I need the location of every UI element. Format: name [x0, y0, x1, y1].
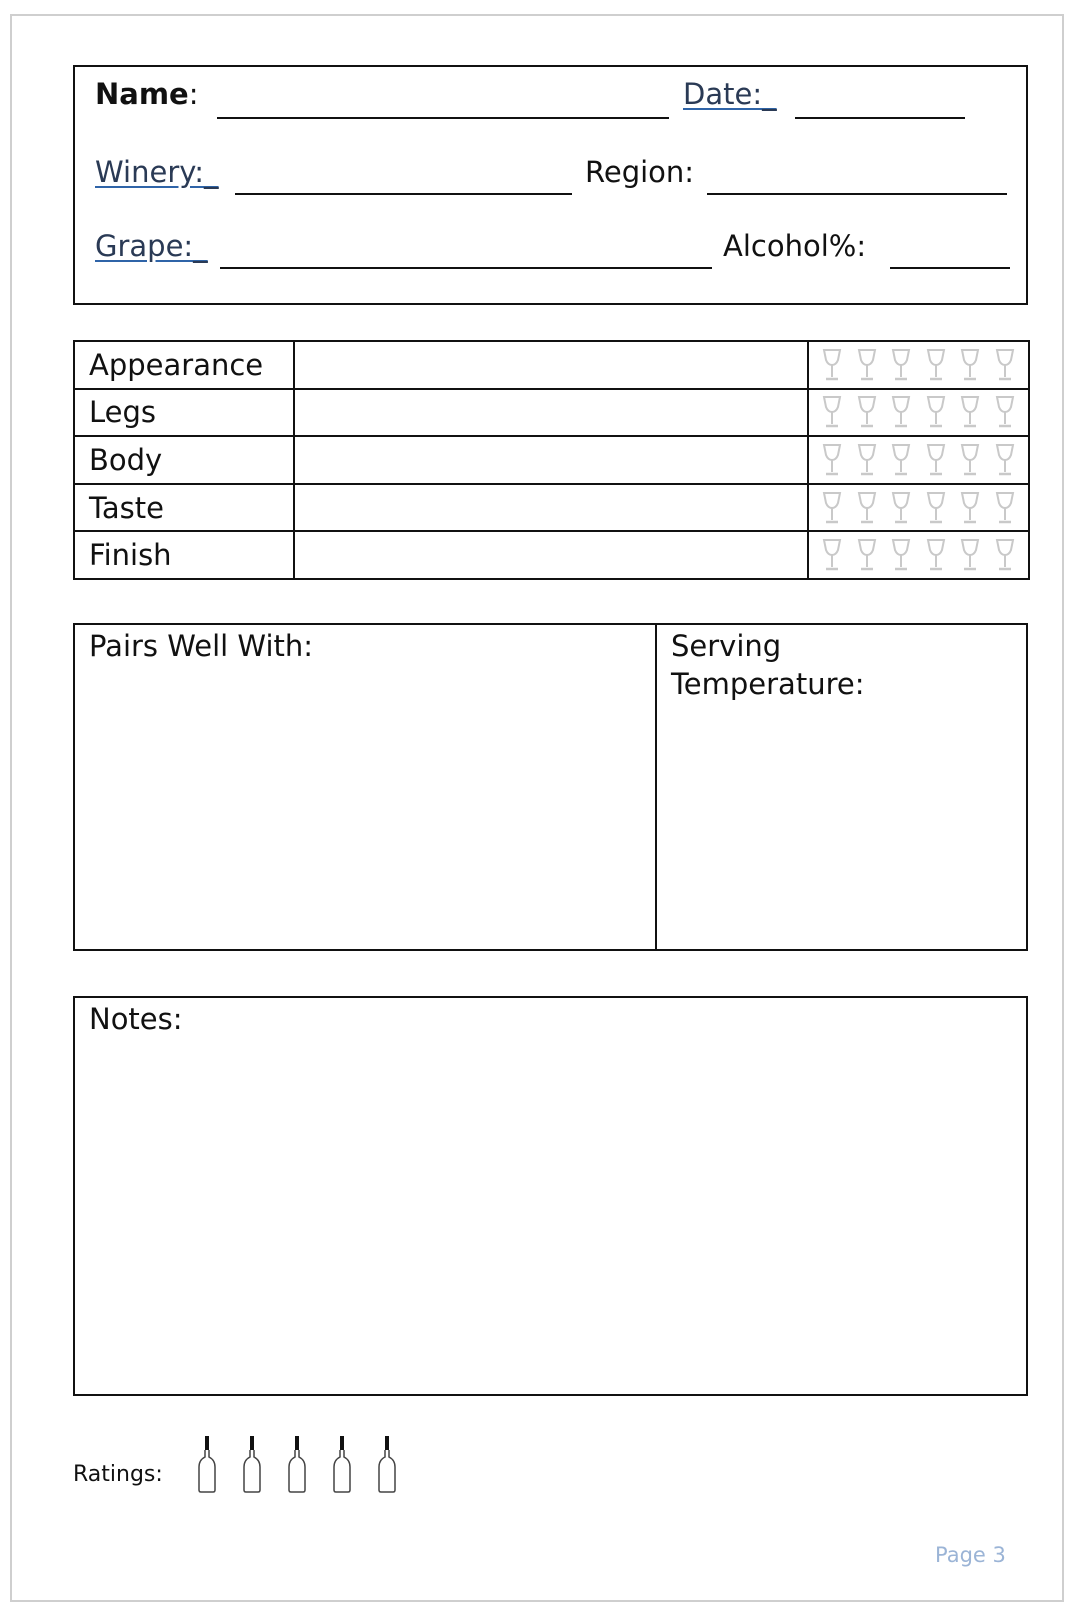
attribute-row	[74, 531, 1029, 579]
wine-glass-icon[interactable]	[856, 538, 878, 572]
attribute-row	[74, 341, 1029, 389]
wine-glass-icon[interactable]	[925, 443, 947, 477]
attribute-label: Appearance	[74, 341, 294, 389]
grape-label: Grape:_	[95, 229, 208, 263]
notes-box[interactable]	[73, 996, 1028, 1396]
region-field[interactable]	[707, 193, 1007, 195]
wine-info-box	[73, 65, 1028, 305]
wine-glass-icon[interactable]	[856, 491, 878, 525]
wine-glass-icon[interactable]	[994, 491, 1016, 525]
attribute-glass-rating	[808, 436, 1029, 484]
wine-glass-icon[interactable]	[821, 443, 843, 477]
wine-glass-icon[interactable]	[994, 538, 1016, 572]
attribute-label: Body	[74, 436, 294, 484]
wine-glass-icon[interactable]	[959, 443, 981, 477]
wine-bottle-icon[interactable]	[286, 1435, 308, 1493]
wine-bottle-icon[interactable]	[196, 1435, 218, 1493]
alcohol-field[interactable]	[890, 267, 1010, 269]
wine-glass-icon[interactable]	[821, 538, 843, 572]
wine-glass-icon[interactable]	[959, 491, 981, 525]
serving-label-line-1: Serving	[671, 629, 782, 663]
wine-glass-icon[interactable]	[821, 348, 843, 382]
region-label: Region:	[585, 155, 695, 189]
wine-glass-icon[interactable]	[856, 348, 878, 382]
wine-glass-icon[interactable]	[925, 348, 947, 382]
wine-glass-icon[interactable]	[925, 538, 947, 572]
attribute-notes-field[interactable]	[294, 341, 808, 389]
pairs-well-with-label: Pairs Well With:	[89, 629, 314, 663]
attribute-row	[74, 389, 1029, 437]
attribute-notes-field[interactable]	[294, 436, 808, 484]
attribute-notes-field[interactable]	[294, 531, 808, 579]
wine-bottle-icon[interactable]	[241, 1435, 263, 1493]
wine-glass-icon[interactable]	[890, 538, 912, 572]
wine-glass-icon[interactable]	[890, 491, 912, 525]
attribute-notes-field[interactable]	[294, 389, 808, 437]
attribute-row	[74, 484, 1029, 532]
name-label: Name:	[95, 77, 199, 111]
attribute-glass-rating	[808, 341, 1029, 389]
attribute-glass-rating	[808, 484, 1029, 532]
date-label: Date:_	[683, 77, 777, 111]
wine-bottle-icon[interactable]	[331, 1435, 353, 1493]
wine-bottle-icon[interactable]	[376, 1435, 398, 1493]
attribute-glass-rating	[808, 531, 1029, 579]
winery-field[interactable]	[235, 193, 572, 195]
pairs-well-with-field[interactable]	[75, 625, 655, 949]
wine-glass-icon[interactable]	[856, 395, 878, 429]
notes-label: Notes:	[89, 1002, 183, 1036]
attribute-label: Legs	[74, 389, 294, 437]
attribute-notes-field[interactable]	[294, 484, 808, 532]
attribute-label: Finish	[74, 531, 294, 579]
wine-glass-icon[interactable]	[994, 348, 1016, 382]
wine-glass-icon[interactable]	[925, 395, 947, 429]
wine-glass-icon[interactable]	[994, 443, 1016, 477]
winery-label: Winery:_	[95, 155, 219, 189]
wine-glass-icon[interactable]	[821, 395, 843, 429]
page-number: Page 3	[935, 1543, 1006, 1567]
attribute-glass-rating	[808, 389, 1029, 437]
date-field[interactable]	[795, 117, 965, 119]
serving-temperature-label	[671, 627, 864, 703]
tasting-attributes-table	[73, 340, 1030, 580]
wine-glass-icon[interactable]	[925, 491, 947, 525]
wine-glass-icon[interactable]	[856, 443, 878, 477]
wine-glass-icon[interactable]	[959, 395, 981, 429]
wine-glass-icon[interactable]	[959, 348, 981, 382]
alcohol-label: Alcohol%:	[723, 229, 867, 263]
name-field[interactable]	[217, 117, 669, 119]
wine-glass-icon[interactable]	[994, 395, 1016, 429]
serving-label-line-2: Temperature:	[671, 667, 865, 701]
pairing-box	[73, 623, 1028, 951]
wine-glass-icon[interactable]	[890, 443, 912, 477]
wine-glass-icon[interactable]	[890, 395, 912, 429]
grape-field[interactable]	[220, 267, 712, 269]
ratings-label: Ratings:	[73, 1462, 163, 1487]
wine-glass-icon[interactable]	[821, 491, 843, 525]
wine-glass-icon[interactable]	[959, 538, 981, 572]
wine-glass-icon[interactable]	[890, 348, 912, 382]
attribute-label: Taste	[74, 484, 294, 532]
attribute-row	[74, 436, 1029, 484]
ratings-bottles	[196, 1435, 398, 1493]
